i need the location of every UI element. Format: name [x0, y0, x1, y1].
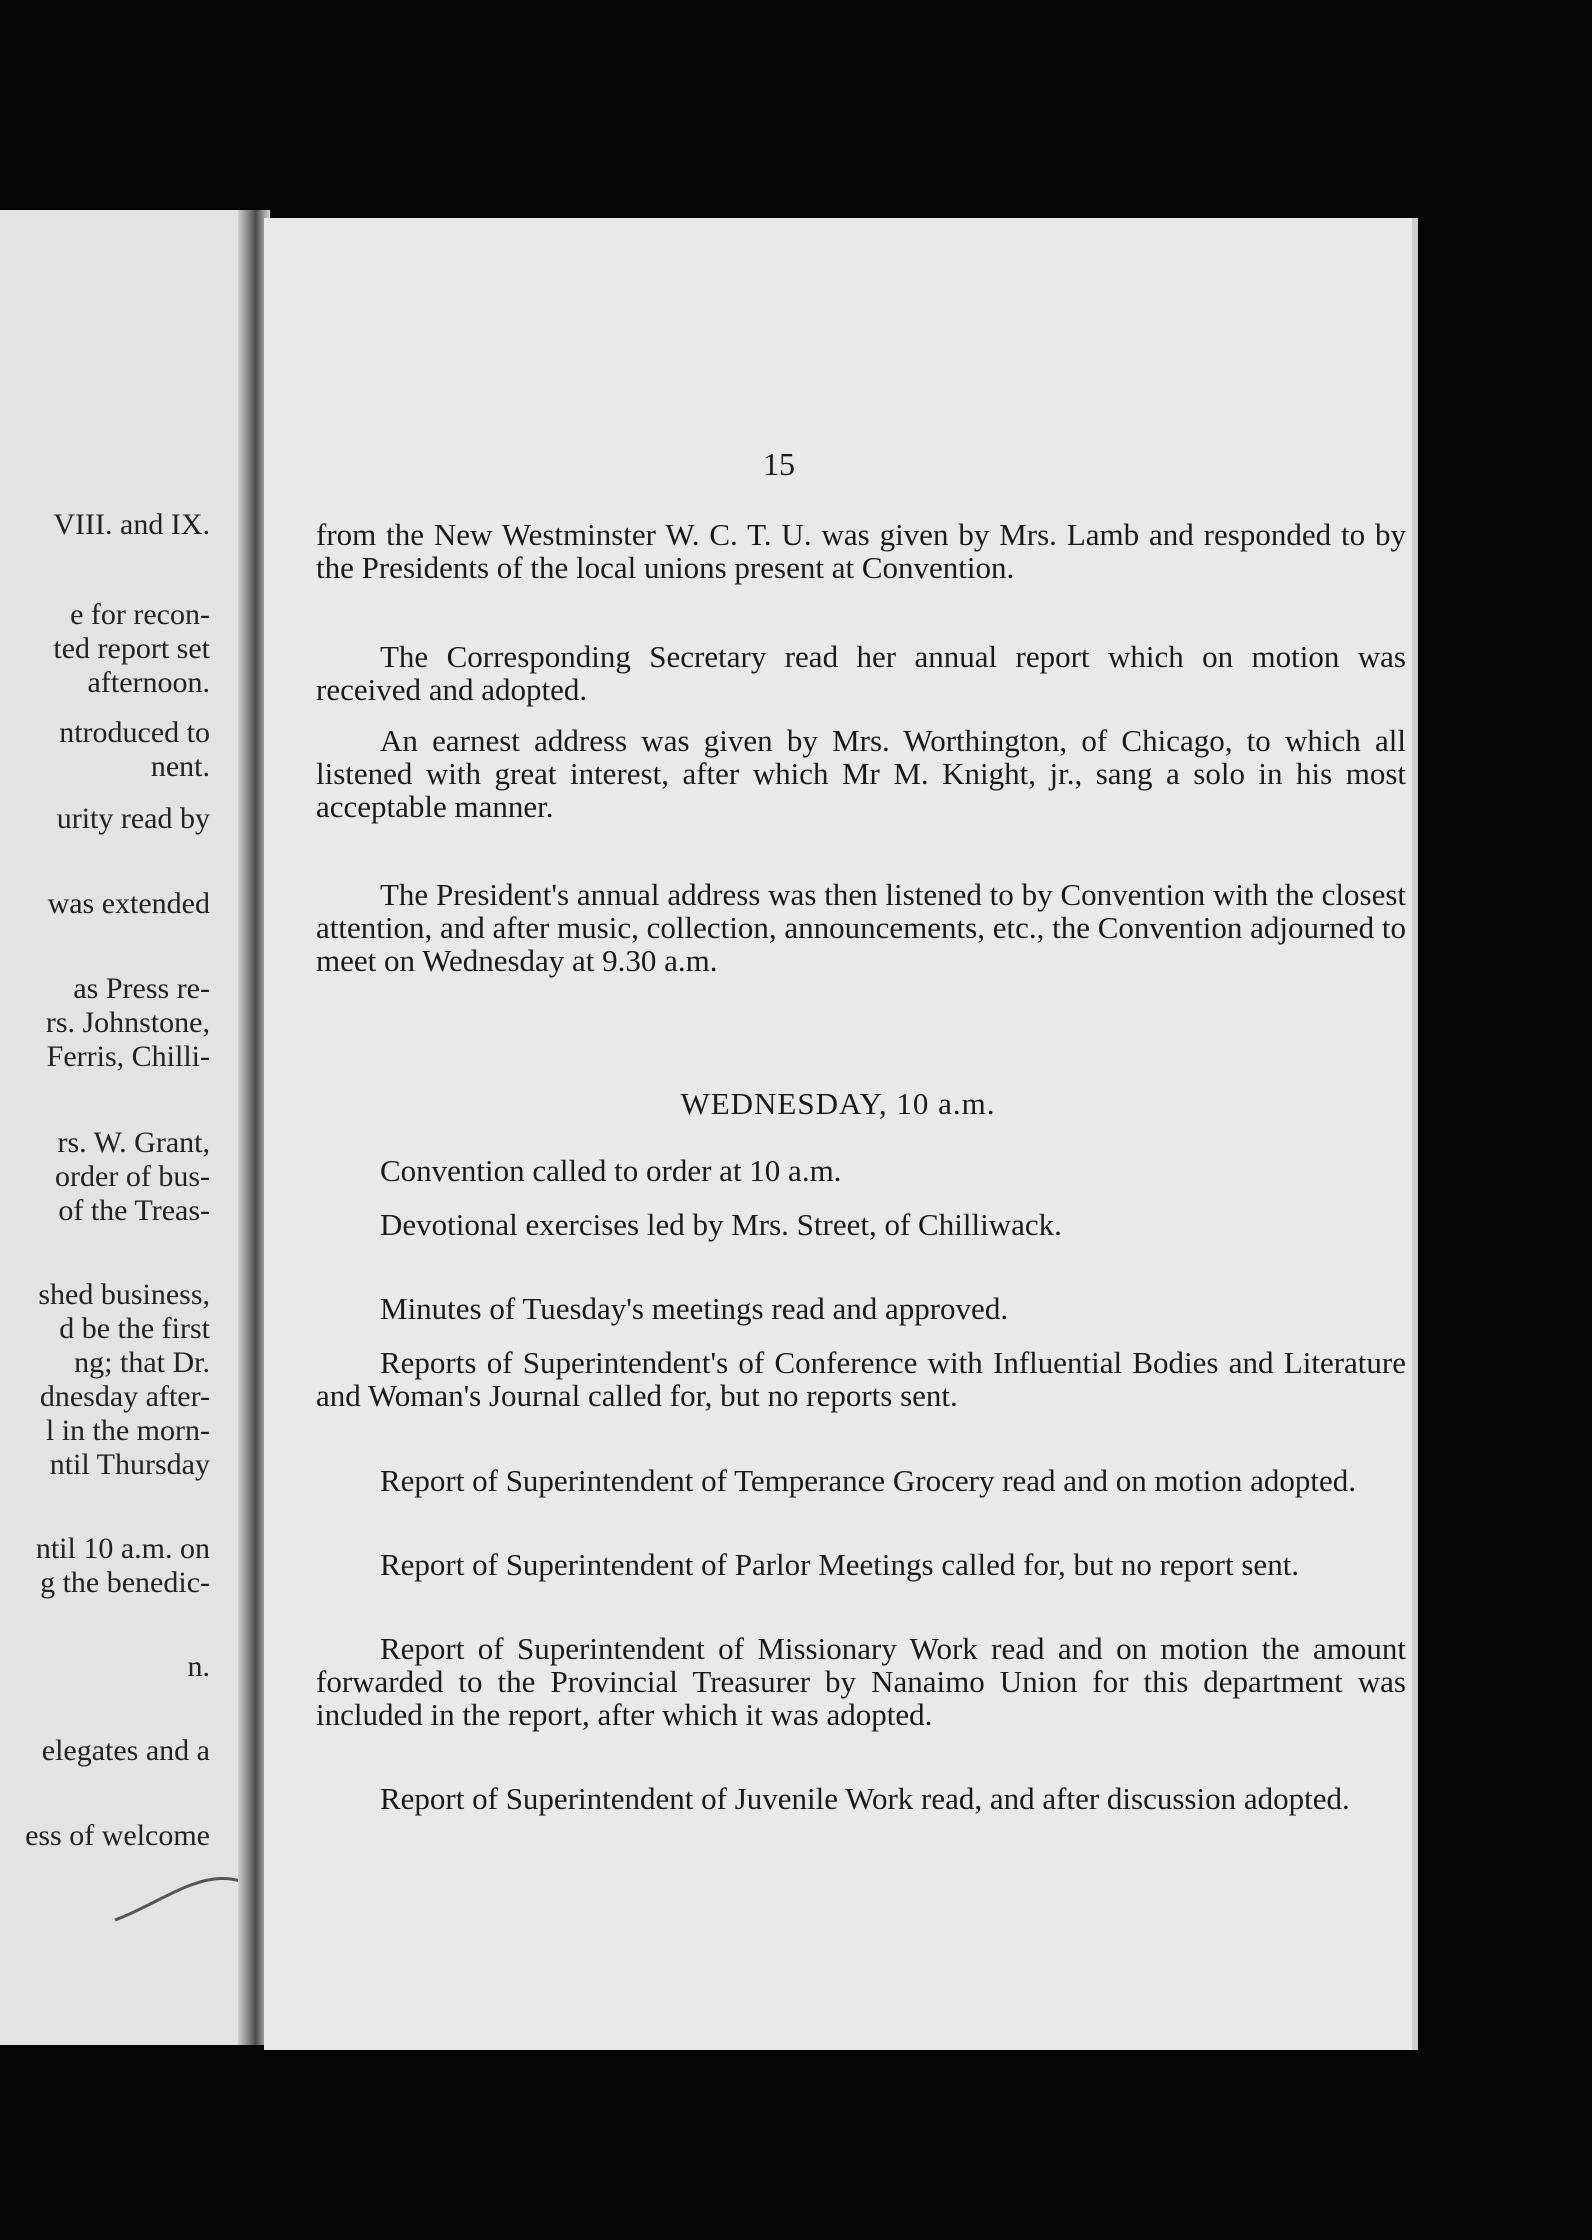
left-line: VIII. and IX.: [53, 508, 210, 541]
page-number: 15: [763, 446, 795, 482]
left-line: shed business,: [38, 1278, 210, 1311]
left-line: elegates and a: [41, 1734, 210, 1767]
left-line: ntil Thursday: [49, 1448, 210, 1481]
paragraph: from the New Westminster W. C. T. U. was given by Mrs. Lamb and responded to by the Presidents of the local unions present at Convention.: [316, 517, 1406, 585]
left-page: [0, 210, 256, 2045]
left-line: g the benedic-: [40, 1566, 210, 1599]
paragraph: Reports of Superintendent's of Conference with Influential Bodies and Literature and Woman's Journal called for, but no reports sent.: [316, 1345, 1406, 1413]
left-line: Ferris, Chilli-: [46, 1040, 210, 1073]
left-line: nent.: [150, 750, 210, 783]
paragraph: Report of Superintendent of Missionary Work read and on motion the amount forwarded to the Provincial Treasurer by Nanaimo Union for this department was included in the report, after which it was adopted.: [316, 1631, 1406, 1732]
paragraph: Report of Superintendent of Parlor Meetings called for, but no report sent.: [380, 1547, 1300, 1582]
pen-scribble: [110, 1860, 256, 1950]
left-line: n.: [187, 1650, 210, 1683]
left-line: ntil 10 a.m. on: [35, 1532, 210, 1565]
left-line: rs. Johnstone,: [45, 1006, 210, 1039]
left-line: of the Treas-: [58, 1194, 210, 1227]
paragraph: Report of Superintendent of Juvenile Work read, and after discussion adopted.: [380, 1781, 1350, 1816]
left-line: ted report set: [53, 632, 210, 665]
left-line: rs. W. Grant,: [57, 1126, 210, 1159]
paragraph: An earnest address was given by Mrs. Worthington, of Chicago, to which all listened with great interest, after which Mr M. Knight, jr., sang a solo in his most acceptable manner.: [316, 723, 1406, 824]
left-line: dnesday after-: [39, 1380, 210, 1413]
paragraph: Report of Superintendent of Temperance Grocery read and on motion adopted.: [380, 1463, 1357, 1498]
right-page: [264, 218, 1412, 2050]
left-line: order of bus-: [55, 1160, 210, 1193]
left-line: d be the first: [59, 1312, 210, 1345]
paragraph: Minutes of Tuesday's meetings read and approved.: [380, 1291, 1009, 1326]
paragraph: Devotional exercises led by Mrs. Street, of Chilliwack.: [380, 1207, 1062, 1242]
left-line: ng; that Dr.: [74, 1346, 210, 1379]
paragraph: Convention called to order at 10 a.m.: [380, 1153, 842, 1188]
section-heading: WEDNESDAY, 10 a.m.: [680, 1086, 996, 1121]
left-page-text: [0, 210, 256, 2045]
left-line: e for recon-: [70, 598, 210, 631]
paragraph: The Corresponding Secretary read her annual report which on motion was received and adopted.: [316, 639, 1406, 707]
left-line: l in the morn-: [45, 1414, 210, 1447]
paragraph: The President's annual address was then listened to by Convention with the closest attention, and after music, collection, announcements, etc., the Convention adjourned to meet on Wednesday at 9.30 a.m.: [316, 877, 1406, 978]
left-line: afternoon.: [87, 666, 210, 699]
left-line: urity read by: [56, 802, 210, 835]
left-line: ess of welcome: [25, 1819, 210, 1852]
left-line: was extended: [47, 887, 210, 920]
left-line: ntroduced to: [59, 716, 210, 749]
left-line: as Press re-: [73, 972, 210, 1005]
